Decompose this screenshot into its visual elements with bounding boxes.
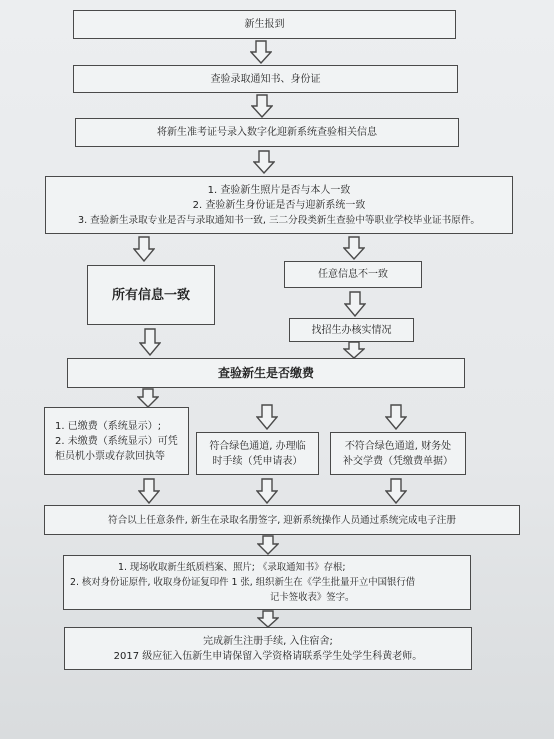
down-arrow-icon: [139, 328, 161, 356]
down-arrow-icon: [385, 478, 407, 504]
step-check-notice-id-text: 查验录取通知书、身份证: [210, 73, 321, 85]
green-channel-line2: 时手续（凭申请表）: [212, 455, 303, 467]
down-arrow-icon: [344, 291, 366, 317]
down-arrow-icon: [251, 94, 273, 118]
down-arrow-icon: [250, 40, 272, 64]
green-channel: [196, 432, 319, 475]
check-payment-text: 查验新生是否缴费: [217, 365, 314, 380]
step-verify-info: [45, 176, 513, 234]
paid-line3: 柜员机小票或存款回执等: [55, 450, 165, 462]
any-info-inconsistent-text: 任意信息不一致: [318, 269, 388, 280]
step-enter-exam-number-text: 将新生准考证号录入数字化迎新系统查验相关信息: [157, 127, 377, 138]
down-arrow-icon: [137, 388, 159, 408]
down-arrow-icon: [253, 150, 275, 174]
collect-docs-line2: 2. 核对身份证原件, 收取身份证复印件 1 张, 组织新生在《学生批量开立中国银行借: [70, 577, 416, 588]
complete-registration: [64, 627, 472, 670]
down-arrow-icon: [133, 236, 155, 262]
verify-with-admissions: [289, 318, 414, 342]
paid-conditions: [44, 407, 189, 475]
step-enter-exam-number: [75, 118, 459, 147]
collect-docs-line3: 记卡签收表》签字。: [270, 592, 355, 603]
down-arrow-icon: [138, 478, 160, 504]
green-channel-line1: 符合绿色通道, 办理临: [209, 440, 306, 452]
collect-documents: [63, 555, 471, 610]
all-info-consistent-text: 所有信息一致: [111, 287, 190, 303]
no-green-channel-line2: 补交学费（凭缴费单据）: [343, 455, 453, 467]
electronic-registration-text: 符合以上任意条件, 新生在录取名册签字, 迎新系统操作人员通过系统完成电子注册: [108, 514, 456, 526]
no-green-channel: [330, 432, 466, 475]
paid-line2: 2. 未缴费（系统显示）可凭: [55, 435, 178, 447]
any-info-inconsistent: [284, 261, 422, 288]
down-arrow-icon: [256, 478, 278, 504]
step-check-notice-id: [73, 65, 458, 93]
down-arrow-icon: [257, 535, 279, 555]
verify-info-line2: 2. 查验新生身份证是否与迎新系统一致: [192, 199, 366, 211]
step-new-student-report: [73, 10, 456, 39]
down-arrow-icon: [257, 610, 279, 628]
down-arrow-icon: [385, 404, 407, 430]
paid-line1: 1. 已缴费（系统显示）;: [55, 420, 162, 432]
electronic-registration: [44, 505, 520, 535]
verify-with-admissions-text: 找招生办核实情况: [311, 324, 392, 336]
down-arrow-icon: [343, 341, 365, 359]
check-payment: [67, 358, 465, 388]
verify-info-line3: 3. 查验新生录取专业是否与录取通知书一致, 三二分段类新生查验中等职业学校毕业证书原件。: [77, 214, 481, 226]
final-line2: 2017 级应征入伍新生申请保留入学资格请联系学生处学生科黄老师。: [113, 650, 423, 662]
down-arrow-icon: [343, 236, 365, 260]
collect-docs-line1: 1. 现场收取新生纸质档案、照片; 《录取通知书》存根;: [118, 562, 346, 573]
all-info-consistent: [87, 265, 215, 325]
final-line1: 完成新生注册手续, 入住宿舍;: [203, 635, 333, 647]
verify-info-line1: 1. 查验新生照片是否与本人一致: [207, 184, 351, 196]
down-arrow-icon: [256, 404, 278, 430]
no-green-channel-line1: 不符合绿色通道, 财务处: [344, 440, 452, 452]
step-new-student-report-text: 新生报到: [244, 19, 285, 30]
